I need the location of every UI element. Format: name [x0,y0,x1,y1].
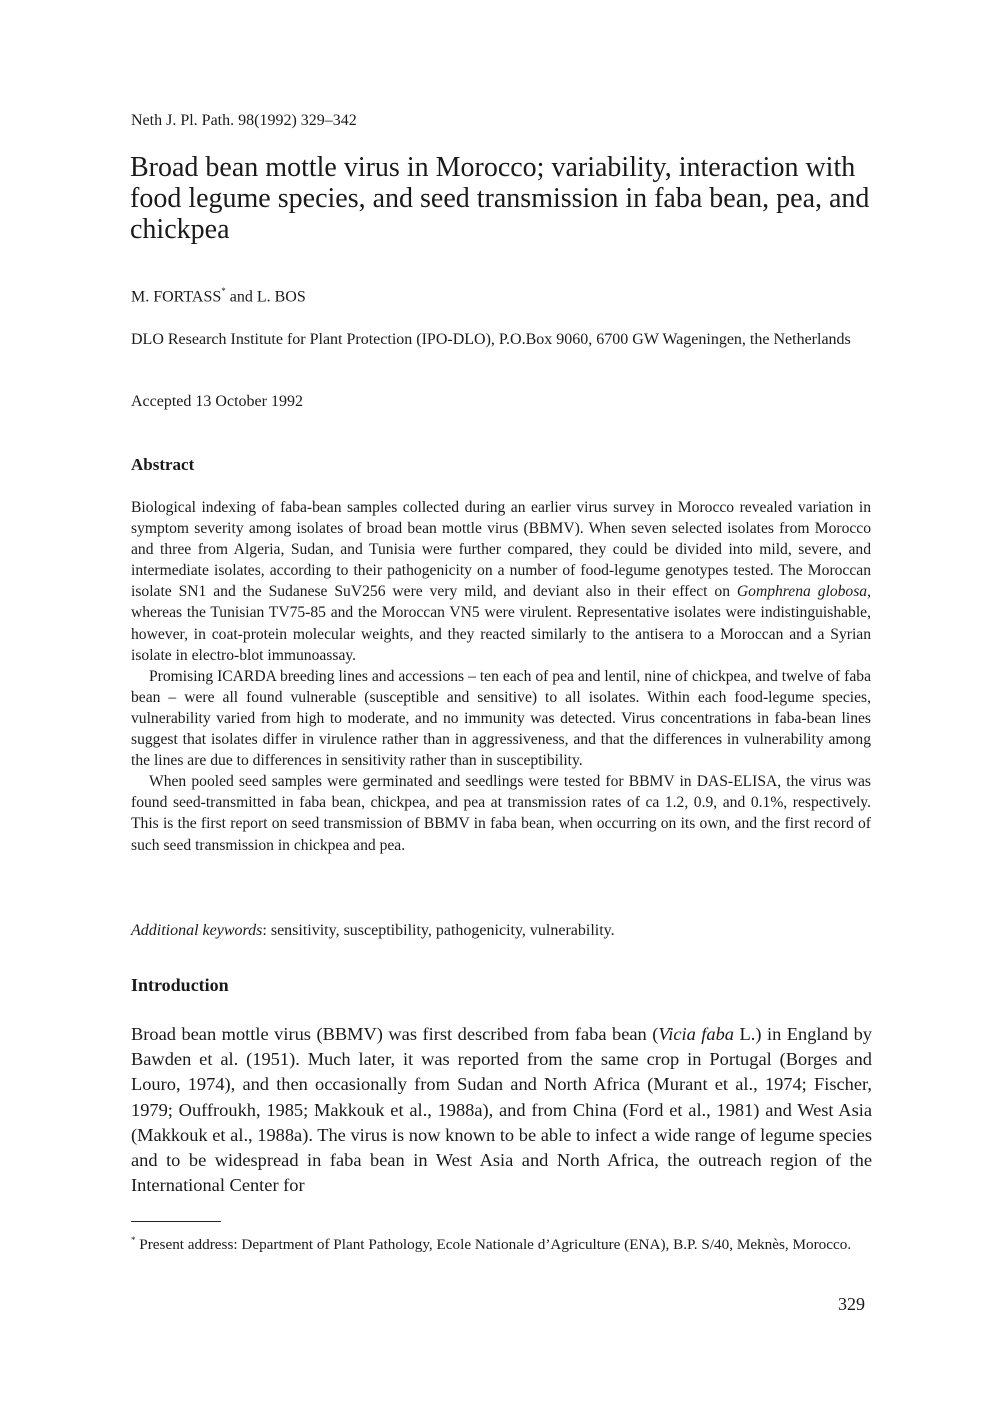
paper-title: Broad bean mottle virus in Morocco; variability, interaction with food legume species, and seed transmission in faba bean, pea, and chickpea [130,152,870,245]
author-name: M. FORTASS [131,288,222,306]
author-line [131,287,306,306]
footnote-marker: * [221,286,226,296]
journal-reference: Neth J. Pl. Path. 98(1992) 329–342 [131,112,357,129]
footnote-marker: * [131,1235,136,1245]
keywords-list: : sensitivity, susceptibility, pathogenicity, vulnerability. [262,922,615,939]
affiliation: DLO Research Institute for Plant Protection (IPO-DLO), P.O.Box 9060, 6700 GW Wageningen, the Netherlands [131,331,851,348]
introduction-heading: Introduction [131,975,229,995]
footnote-rule [131,1221,221,1222]
species-name: Vicia faba [658,1024,735,1044]
page-number: 329 [838,1294,865,1314]
footnote-text: Present address: Department of Plant Pathology, Ecole Nationale d’Agriculture (ENA), B.P. S/40, Meknès, Morocco. [135,1236,852,1254]
footnote [131,1230,872,1255]
accepted-date: Accepted 13 October 1992 [131,393,303,410]
author-name: L. BOS [256,288,306,306]
keywords-line [131,922,615,940]
abstract-paragraph: Promising ICARDA breeding lines and accessions – ten each of pea and lentil, nine of chickpea, and twelve of faba bean – were all found vulnerable (susceptible and sensitive) to all isolates. Within each food-legume species, vulnerability varied from high to moderate, and no immunity was detected. Virus concentrations in faba-bean lines suggest that isolates differ in virulence rather than in aggressiveness, and that the differences in vulnerability among the lines are due to differences in sensitivity rather than in susceptibility. [131,667,871,770]
keywords-label: Additional keywords [131,922,263,939]
abstract-paragraph: When pooled seed samples were germinated and seedlings were tested for BBMV in DAS-ELISA, the virus was found seed-transmitted in faba bean, chickpea, and pea at transmission rates of ca 1.2, 0.9, and 0.1%, respectively. This is the first report on seed transmission of BBMV in faba bean, when occurring on its own, and the first record of such seed transmission in chickpea and pea. [131,773,871,854]
abstract-heading: Abstract [131,455,195,474]
abstract-body [131,497,871,856]
species-name: Gomphrena globosa [736,583,868,601]
abstract-paragraph: Biological indexing of faba-bean samples collected during an earlier virus survey in Morocco revealed variation in symptom severity among isolates of broad bean mottle virus (BBMV). When seven selected isolates from Morocco and three from Algeria, Sudan, and Tunisia were further compared, they could be divided into mild, severe, and intermediate isolates, according to their pathogenicity on a number of food-legume genotypes tested. The Moroccan isolate SN1 and the Sudanese SuV256 were very mild, and deviant also in their effect on Gomphrena globosa, whereas the Tunisian TV75-85 and the Moroccan VN5 were virulent. Representative isolates were indistinguishable, however, in coat-protein molecular weights, and they reacted similarly to the antisera to a Moroccan and a Syrian isolate in electro-blot immunoassay. [131,499,871,664]
author-connector: and [225,288,257,306]
introduction-paragraph: Broad bean mottle virus (BBMV) was first described from faba bean (Vicia faba L.) in England by Bawden et al. (1951). Much later, it was reported from the same crop in Portugal (Borges and Louro, 1974), and then occasionally from Sudan and North Africa (Murant et al., 1974; Fischer, 1979; Ouffroukh, 1985; Makkouk et al., 1988a), and from China (Ford et al., 1981) and West Asia (Makkouk et al., 1988a). The virus is now known to be able to infect a wide range of legume species and to be widespread in faba bean in West Asia and North Africa, the outreach region of the International Center for [131,1024,872,1196]
